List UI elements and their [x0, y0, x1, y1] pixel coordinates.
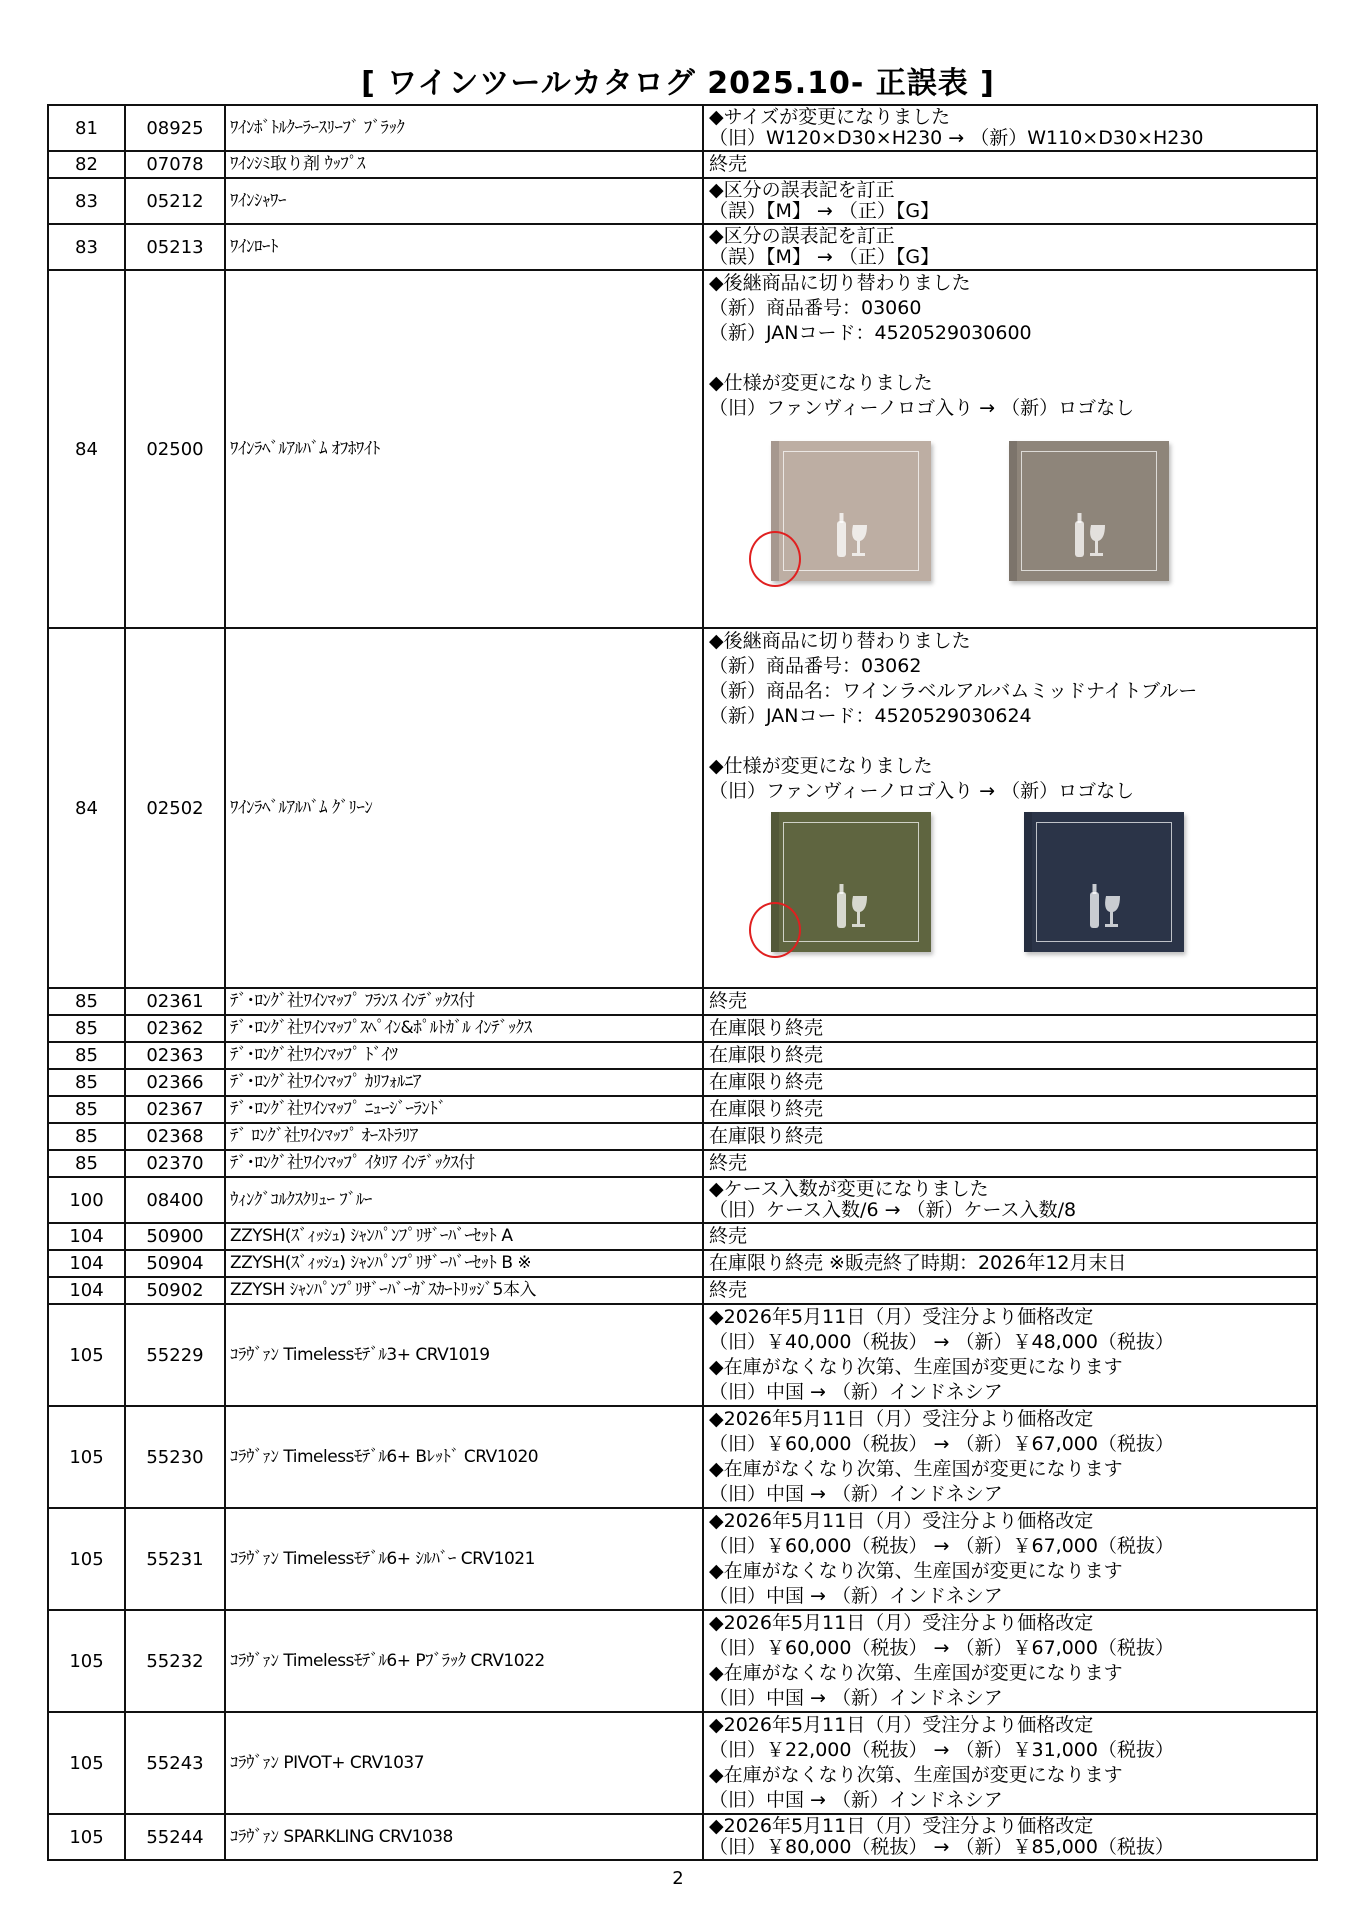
cell-page: 85 [48, 1123, 125, 1150]
table-row [48, 270, 1317, 628]
album-image [1009, 441, 1169, 581]
note-line: （新）JANコード：4520529030600 [709, 322, 1032, 344]
cell-code: 02362 [125, 1015, 225, 1042]
note-line [709, 729, 1316, 754]
cell-product-name: ｺﾗｳﾞｧﾝ Timelessﾓﾃﾞﾙ6+ Bﾚｯﾄﾞ CRV1020 [225, 1406, 703, 1508]
cell-product-name: ﾜｲﾝﾗﾍﾞﾙｱﾙﾊﾞﾑ ｸﾞﾘｰﾝ [225, 628, 703, 988]
cell-code: 05212 [125, 178, 225, 224]
table-row [48, 151, 1317, 178]
cell-code: 55231 [125, 1508, 225, 1610]
cell-page: 105 [48, 1406, 125, 1508]
cell-product-name: ﾃﾞ･ﾛﾝｸﾞ社ﾜｲﾝﾏｯﾌﾟ ｲﾀﾘｱ ｲﾝﾃﾞｯｸｽ付 [225, 1150, 703, 1177]
cell-product-name: ﾜｲﾝﾗﾍﾞﾙｱﾙﾊﾞﾑ ｵﾌﾎﾜｲﾄ [225, 270, 703, 628]
product-images [709, 441, 1316, 616]
cell-notes [703, 1042, 1317, 1069]
table-row [48, 1042, 1317, 1069]
cell-page: 105 [48, 1508, 125, 1610]
table-row [48, 1304, 1317, 1406]
note-line: （旧）ファンヴィーノロゴ入り → （新）ロゴなし [709, 780, 1135, 802]
cell-product-name: ｳｨﾝｸﾞｺﾙｸｽｸﾘｭｰ ﾌﾞﾙｰ [225, 1177, 703, 1223]
note-line: 終売 [709, 1225, 748, 1247]
cell-notes [703, 628, 1317, 988]
cell-page: 85 [48, 1150, 125, 1177]
note-line: 終売 [709, 990, 748, 1012]
table-row [48, 1015, 1317, 1042]
table-row [48, 1150, 1317, 1177]
note-line: ◆在庫がなくなり次第、生産国が変更になります [709, 1662, 1123, 1684]
table-row [48, 1712, 1317, 1814]
cell-notes [703, 1304, 1317, 1406]
note-line: 終売 [709, 1279, 748, 1301]
cell-page: 83 [48, 178, 125, 224]
note-line: （旧）ファンヴィーノロゴ入り → （新）ロゴなし [709, 397, 1135, 419]
note-line: 終売 [709, 1152, 748, 1174]
note-line: （誤）【M】 → （正）【G】 [709, 200, 940, 222]
cell-code: 55230 [125, 1406, 225, 1508]
cell-code: 02367 [125, 1096, 225, 1123]
note-line: ◆仕様が変更になりました [709, 755, 933, 777]
cell-page: 83 [48, 224, 125, 270]
cell-page: 105 [48, 1610, 125, 1712]
page-title: [ ワインツールカタログ 2025.10- 正誤表 ] [361, 66, 995, 101]
highlight-circle [749, 902, 801, 958]
note-line: ◆2026年5月11日（月）受注分より価格改定 [709, 1510, 1094, 1532]
cell-product-name: ｺﾗｳﾞｧﾝ Timelessﾓﾃﾞﾙ6+ Pﾌﾞﾗｯｸ CRV1022 [225, 1610, 703, 1712]
table-row [48, 1177, 1317, 1223]
cell-notes [703, 270, 1317, 628]
cell-product-name: ﾜｲﾝﾛｰﾄ [225, 224, 703, 270]
cell-notes [703, 1277, 1317, 1304]
note-line: ◆2026年5月11日（月）受注分より価格改定 [709, 1714, 1094, 1736]
cell-notes [703, 105, 1317, 151]
cell-code: 08925 [125, 105, 225, 151]
note-line: （旧）￥60,000（税抜） → （新）￥67,000（税抜） [709, 1535, 1174, 1557]
errata-table [47, 104, 1318, 1861]
cell-page: 85 [48, 988, 125, 1015]
note-line: （旧）中国 → （新）インドネシア [709, 1483, 1003, 1505]
cell-page: 81 [48, 105, 125, 151]
cell-product-name: ZZYSH(ｽﾞｨｯｼｭ) ｼｬﾝﾊﾟﾝﾌﾟﾘｻﾞｰﾊﾞｰｾｯﾄ B ※ [225, 1250, 703, 1277]
note-line: （旧）中国 → （新）インドネシア [709, 1789, 1003, 1811]
note-line: （旧）￥60,000（税抜） → （新）￥67,000（税抜） [709, 1433, 1174, 1455]
cell-notes [703, 1223, 1317, 1250]
table-row [48, 224, 1317, 270]
table-row [48, 628, 1317, 988]
note-line: （旧）W120×D30×H230 → （新）W110×D30×H230 [709, 127, 1204, 149]
cell-page: 85 [48, 1015, 125, 1042]
table-row [48, 1223, 1317, 1250]
note-line: ◆2026年5月11日（月）受注分より価格改定 [709, 1408, 1094, 1430]
cell-notes [703, 1150, 1317, 1177]
cell-page: 105 [48, 1304, 125, 1406]
note-line: ◆区分の誤表記を訂正 [709, 225, 895, 247]
cell-product-name: ZZYSH ｼｬﾝﾊﾟﾝﾌﾟﾘｻﾞｰﾊﾞｰｶﾞｽｶｰﾄﾘｯｼﾞ5本入 [225, 1277, 703, 1304]
note-line: ◆在庫がなくなり次第、生産国が変更になります [709, 1560, 1123, 1582]
table-row [48, 178, 1317, 224]
cell-page: 85 [48, 1042, 125, 1069]
note-line: ◆在庫がなくなり次第、生産国が変更になります [709, 1458, 1123, 1480]
cell-notes [703, 1508, 1317, 1610]
cell-code: 02368 [125, 1123, 225, 1150]
note-line: （新）商品名：ワインラベルアルバムミッドナイトブルー [709, 680, 1198, 702]
table-row [48, 1277, 1317, 1304]
cell-code: 55243 [125, 1712, 225, 1814]
cell-code: 02502 [125, 628, 225, 988]
cell-notes [703, 1814, 1317, 1860]
note-line: ◆後継商品に切り替わりました [709, 630, 971, 652]
note-line: （旧）￥80,000（税抜） → （新）￥85,000（税抜） [709, 1836, 1174, 1858]
note-line [709, 346, 1316, 371]
cell-product-name: ｺﾗｳﾞｧﾝ Timelessﾓﾃﾞﾙ3+ CRV1019 [225, 1304, 703, 1406]
cell-notes [703, 1406, 1317, 1508]
note-line: ◆区分の誤表記を訂正 [709, 179, 895, 201]
note-line: 在庫限り終売 [709, 1071, 824, 1093]
note-line: （新）JANコード：4520529030624 [709, 705, 1032, 727]
note-line: （誤）【M】 → （正）【G】 [709, 246, 940, 268]
cell-code: 02366 [125, 1069, 225, 1096]
cell-notes [703, 1015, 1317, 1042]
note-line: ◆2026年5月11日（月）受注分より価格改定 [709, 1306, 1094, 1328]
note-line: （旧）中国 → （新）インドネシア [709, 1381, 1003, 1403]
cell-notes [703, 1177, 1317, 1223]
note-line: ◆2026年5月11日（月）受注分より価格改定 [709, 1612, 1094, 1634]
cell-product-name: ｺﾗｳﾞｧﾝ SPARKLING CRV1038 [225, 1814, 703, 1860]
cell-code: 55232 [125, 1610, 225, 1712]
note-line: （旧）ケース入数/6 → （新）ケース入数/8 [709, 1199, 1077, 1221]
cell-notes [703, 1250, 1317, 1277]
note-line: ◆ケース入数が変更になりました [709, 1178, 989, 1200]
cell-code: 50900 [125, 1223, 225, 1250]
cell-product-name: ﾜｲﾝｼﾐ取り剤 ｳｯﾌﾟｽ [225, 151, 703, 178]
note-line: 在庫限り終売 [709, 1125, 824, 1147]
note-line: 在庫限り終売 [709, 1044, 824, 1066]
note-line: （新）商品番号：03060 [709, 297, 922, 319]
cell-product-name: ｺﾗｳﾞｧﾝ Timelessﾓﾃﾞﾙ6+ ｼﾙﾊﾞｰ CRV1021 [225, 1508, 703, 1610]
cell-page: 104 [48, 1223, 125, 1250]
highlight-circle [749, 531, 801, 587]
cell-notes [703, 988, 1317, 1015]
cell-notes [703, 178, 1317, 224]
cell-code: 50904 [125, 1250, 225, 1277]
cell-notes [703, 1712, 1317, 1814]
cell-product-name: ﾜｲﾝｼｬﾜｰ [225, 178, 703, 224]
cell-code: 55244 [125, 1814, 225, 1860]
cell-code: 55229 [125, 1304, 225, 1406]
cell-product-name: ﾃﾞ･ﾛﾝｸﾞ社ﾜｲﾝﾏｯﾌﾟ ｶﾘﾌｫﾙﾆｱ [225, 1069, 703, 1096]
note-line: （旧）中国 → （新）インドネシア [709, 1585, 1003, 1607]
cell-notes [703, 1610, 1317, 1712]
cell-notes [703, 1123, 1317, 1150]
note-line: ◆仕様が変更になりました [709, 372, 933, 394]
cell-page: 82 [48, 151, 125, 178]
note-line: ◆後継商品に切り替わりました [709, 272, 971, 294]
cell-product-name: ﾃﾞ･ﾛﾝｸﾞ社ﾜｲﾝﾏｯﾌﾟ ﾌﾗﾝｽ ｲﾝﾃﾞｯｸｽ付 [225, 988, 703, 1015]
cell-notes [703, 1069, 1317, 1096]
note-line: ◆サイズが変更になりました [709, 106, 951, 128]
page-number: 2 [672, 1868, 684, 1889]
cell-product-name: ﾃﾞ･ﾛﾝｸﾞ社ﾜｲﾝﾏｯﾌﾟｽﾍﾟｲﾝ&ﾎﾟﾙﾄｶﾞﾙ ｲﾝﾃﾞｯｸｽ [225, 1015, 703, 1042]
note-line: （旧）￥60,000（税抜） → （新）￥67,000（税抜） [709, 1637, 1174, 1659]
note-line: ◆2026年5月11日（月）受注分より価格改定 [709, 1815, 1094, 1837]
cell-product-name: ﾃﾞ･ﾛﾝｸﾞ社ﾜｲﾝﾏｯﾌﾟ ﾄﾞｲﾂ [225, 1042, 703, 1069]
table-row [48, 1508, 1317, 1610]
note-line: （旧）中国 → （新）インドネシア [709, 1687, 1003, 1709]
table-row [48, 1814, 1317, 1860]
table-row [48, 105, 1317, 151]
note-line: 終売 [709, 153, 748, 175]
cell-page: 85 [48, 1069, 125, 1096]
cell-page: 84 [48, 270, 125, 628]
table-row [48, 1123, 1317, 1150]
product-images [709, 812, 1316, 987]
note-line: （旧）￥40,000（税抜） → （新）￥48,000（税抜） [709, 1331, 1174, 1353]
cell-page: 105 [48, 1814, 125, 1860]
cell-page: 104 [48, 1277, 125, 1304]
cell-code: 02363 [125, 1042, 225, 1069]
cell-page: 105 [48, 1712, 125, 1814]
cell-product-name: ZZYSH(ｽﾞｨｯｼｭ) ｼｬﾝﾊﾟﾝﾌﾟﾘｻﾞｰﾊﾞｰｾｯﾄ A [225, 1223, 703, 1250]
table-row [48, 988, 1317, 1015]
note-line: 在庫限り終売 [709, 1098, 824, 1120]
cell-product-name: ｺﾗｳﾞｧﾝ PIVOT+ CRV1037 [225, 1712, 703, 1814]
cell-product-name: ﾃﾞ ﾛﾝｸﾞ社ﾜｲﾝﾏｯﾌﾟ ｵｰｽﾄﾗﾘｱ [225, 1123, 703, 1150]
note-line: ◆在庫がなくなり次第、生産国が変更になります [709, 1764, 1123, 1786]
cell-code: 02370 [125, 1150, 225, 1177]
cell-page: 104 [48, 1250, 125, 1277]
note-line: ◆在庫がなくなり次第、生産国が変更になります [709, 1356, 1123, 1378]
note-line: （旧）￥22,000（税抜） → （新）￥31,000（税抜） [709, 1739, 1174, 1761]
note-line: 在庫限り終売 ※販売終了時期：2026年12月末日 [709, 1252, 1127, 1274]
cell-product-name: ﾜｲﾝﾎﾞﾄﾙｸｰﾗｰｽﾘｰﾌﾞ ﾌﾞﾗｯｸ [225, 105, 703, 151]
cell-notes [703, 1096, 1317, 1123]
table-row [48, 1096, 1317, 1123]
cell-code: 08400 [125, 1177, 225, 1223]
cell-code: 02361 [125, 988, 225, 1015]
cell-notes [703, 151, 1317, 178]
cell-page: 84 [48, 628, 125, 988]
table-body [48, 105, 1317, 1860]
cell-page: 100 [48, 1177, 125, 1223]
album-image [1024, 812, 1184, 952]
table-row [48, 1069, 1317, 1096]
note-line: （新）商品番号：03062 [709, 655, 922, 677]
cell-notes [703, 224, 1317, 270]
cell-code: 02500 [125, 270, 225, 628]
table-row [48, 1406, 1317, 1508]
cell-code: 05213 [125, 224, 225, 270]
cell-code: 07078 [125, 151, 225, 178]
cell-product-name: ﾃﾞ･ﾛﾝｸﾞ社ﾜｲﾝﾏｯﾌﾟ ﾆｭｰｼﾞｰﾗﾝﾄﾞ [225, 1096, 703, 1123]
table-row [48, 1250, 1317, 1277]
cell-code: 50902 [125, 1277, 225, 1304]
note-line: 在庫限り終売 [709, 1017, 824, 1039]
cell-page: 85 [48, 1096, 125, 1123]
table-row [48, 1610, 1317, 1712]
